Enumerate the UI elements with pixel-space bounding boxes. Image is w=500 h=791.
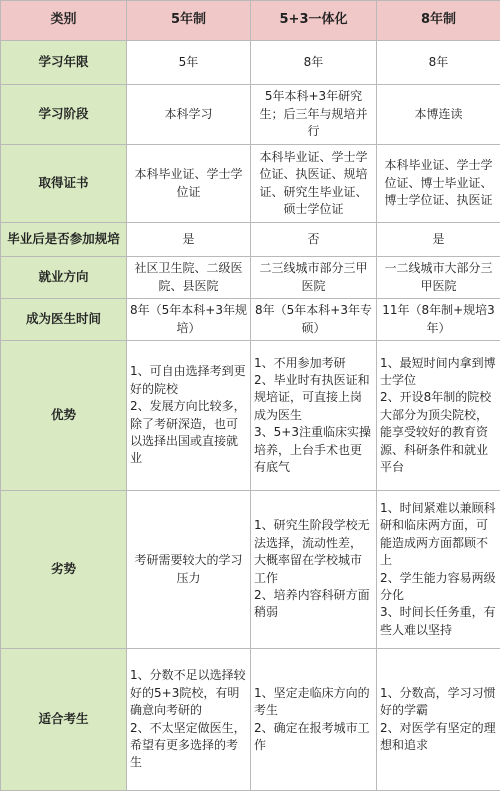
header-row bbox=[1, 1, 500, 41]
header-category: 类别 bbox=[1, 1, 127, 41]
table-cell: 否 bbox=[251, 223, 377, 257]
table-cell: 本科毕业证、学士学位证、博士毕业证、博士学位证、执医证 bbox=[377, 145, 500, 223]
table-cell: 本科毕业证、学士学位证 bbox=[127, 145, 251, 223]
row-label: 优势 bbox=[1, 341, 127, 491]
table-cell: 1、不用参加考研 2、毕业时有执医证和规培证，可直接上岗成为医生 3、5+3注重临床实操培养，上台手术也更有底气 bbox=[251, 341, 377, 491]
table-cell: 1、分数高，学习习惯好的学霸 2、对医学有坚定的理想和追求 bbox=[377, 649, 500, 791]
table-cell: 1、可自由选择考到更好的院校 2、发展方向比较多，除了考研深造，也可以选择出国或直接就业 bbox=[127, 341, 251, 491]
row-label: 适合考生 bbox=[1, 649, 127, 791]
table-cell: 8年 bbox=[251, 41, 377, 85]
row-label: 取得证书 bbox=[1, 145, 127, 223]
table-cell: 1、分数不足以选择较好的5+3院校，有明确意向考研的 2、不太坚定做医生，希望有更多选择的考生 bbox=[127, 649, 251, 791]
table-cell: 5年本科+3年研究生；后三年与规培并行 bbox=[251, 85, 377, 145]
table-row bbox=[1, 223, 500, 257]
table-cell: 8年（5年本科+3年规培） bbox=[127, 299, 251, 341]
table-row bbox=[1, 145, 500, 223]
table-cell: 8年 bbox=[377, 41, 500, 85]
table-row bbox=[1, 41, 500, 85]
table-cell: 社区卫生院、二级医院、县医院 bbox=[127, 257, 251, 299]
table-cell: 1、时间紧难以兼顾科研和临床两方面，可能造成两方面都顾不上 2、学生能力容易两级分化 3、时间长任务重，有些人难以坚持 bbox=[377, 491, 500, 649]
row-label: 学习阶段 bbox=[1, 85, 127, 145]
table-row bbox=[1, 257, 500, 299]
table-cell: 是 bbox=[377, 223, 500, 257]
table-cell: 是 bbox=[127, 223, 251, 257]
table-cell: 5年 bbox=[127, 41, 251, 85]
table-cell: 二三线城市部分三甲医院 bbox=[251, 257, 377, 299]
table-cell: 一二线城市大部分三甲医院 bbox=[377, 257, 500, 299]
row-label: 就业方向 bbox=[1, 257, 127, 299]
table-cell: 1、最短时间内拿到博士学位 2、开设8年制的院校大部分为顶尖院校，能享受较好的教育资源、科研条件和就业平台 bbox=[377, 341, 500, 491]
table-row bbox=[1, 491, 500, 649]
header-5-year: 5年制 bbox=[127, 1, 251, 41]
table-cell: 11年（8年制+规培3年） bbox=[377, 299, 500, 341]
table-cell: 本科毕业证、学士学位证、执医证、规培证、研究生毕业证、硕士学位证 bbox=[251, 145, 377, 223]
table-cell: 本博连读 bbox=[377, 85, 500, 145]
header-8-year: 8年制 bbox=[377, 1, 500, 41]
table-cell: 本科学习 bbox=[127, 85, 251, 145]
header-5-plus-3: 5+3一体化 bbox=[251, 1, 377, 41]
table-row bbox=[1, 341, 500, 491]
table-row bbox=[1, 649, 500, 791]
table-cell: 8年（5年本科+3年专硕） bbox=[251, 299, 377, 341]
table-cell: 1、研究生阶段学校无法选择，流动性差，大概率留在学校城市工作 2、培养内容科研方面稍弱 bbox=[251, 491, 377, 649]
row-label: 劣势 bbox=[1, 491, 127, 649]
row-label: 成为医生时间 bbox=[1, 299, 127, 341]
row-label: 毕业后是否参加规培 bbox=[1, 223, 127, 257]
row-label: 学习年限 bbox=[1, 41, 127, 85]
table-row bbox=[1, 85, 500, 145]
table-cell: 考研需要较大的学习压力 bbox=[127, 491, 251, 649]
table-cell: 1、坚定走临床方向的考生 2、确定在报考城市工作 bbox=[251, 649, 377, 791]
table-row bbox=[1, 299, 500, 341]
